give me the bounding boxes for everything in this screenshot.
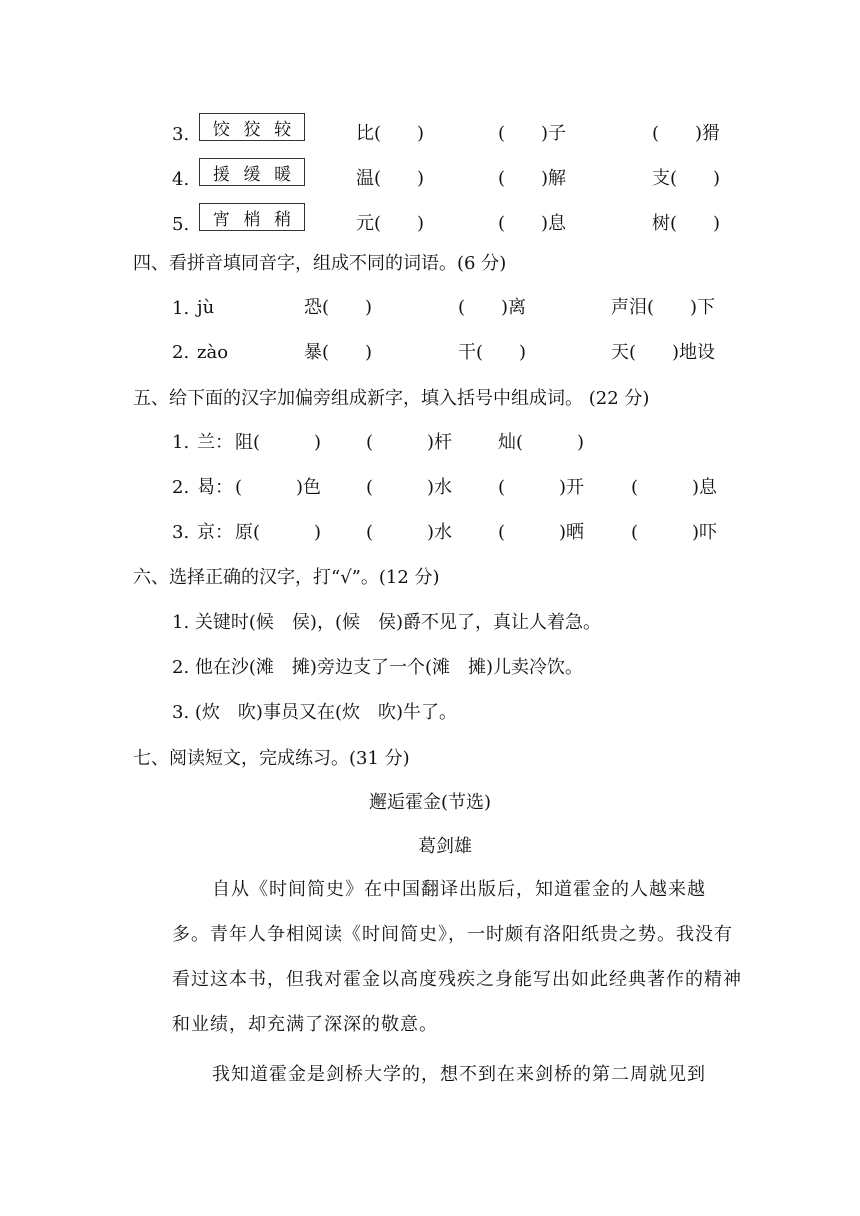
box-char: 缓 [243, 164, 261, 185]
section-heading: 五、给下面的汉字加偏旁组成新字，填入括号中组成词。 (22 分) [133, 388, 650, 409]
box-char: 宵 [212, 209, 230, 230]
box-char: 梢 [243, 209, 261, 230]
choice-item[interactable]: 2. 他在沙(滩 摊)旁边支了一个(滩 摊)儿卖冷饮。 [172, 657, 583, 678]
passage-title: 邂逅霍金(节选) [368, 792, 492, 813]
item-number: 5. [172, 214, 190, 235]
box-char: 援 [212, 164, 230, 185]
fill-blank[interactable]: 树( ) [652, 213, 721, 234]
radical-label: 曷： [197, 477, 233, 498]
char-box [199, 113, 305, 141]
pinyin: zào [197, 342, 229, 363]
section-heading: 六、选择正确的汉字，打“√”。(12 分) [133, 567, 440, 588]
radical-label: 京： [197, 522, 233, 543]
box-char: 暖 [274, 164, 292, 185]
box-char: 稍 [274, 209, 292, 230]
fill-blank[interactable]: ( )解 [498, 168, 567, 189]
section-heading: 七、阅读短文，完成练习。(31 分) [133, 748, 410, 769]
fill-blank[interactable]: 声泪( )下 [611, 297, 716, 318]
fill-blank[interactable]: ( )晒 [498, 522, 585, 543]
item-number: 2. [172, 477, 190, 498]
item-number: 4. [172, 169, 190, 190]
section-heading: 四、看拼音填同音字，组成不同的词语。(6 分) [133, 253, 507, 274]
fill-blank[interactable]: ( )息 [631, 477, 718, 498]
pinyin: jù [197, 297, 215, 318]
item-number: 3. [172, 124, 190, 145]
box-char: 饺 [212, 119, 230, 140]
item-number: 1. [172, 432, 190, 453]
choice-item[interactable]: 1. 关键时(候 侯)，(候 侯)爵不见了，真让人着急。 [172, 612, 601, 633]
fill-blank[interactable]: 暴( ) [304, 342, 373, 363]
fill-blank[interactable]: 元( ) [356, 213, 425, 234]
fill-blank[interactable]: 支( ) [652, 168, 721, 189]
fill-blank[interactable]: ( )吓 [631, 522, 718, 543]
fill-blank[interactable]: 天( )地设 [611, 342, 716, 363]
fill-blank[interactable]: ( )子 [498, 123, 567, 144]
choice-item[interactable]: 3. (炊 吹)事员又在(炊 吹)牛了。 [172, 702, 457, 723]
item-number: 1. [172, 298, 190, 319]
passage-paragraph: 自从《时间简史》在中国翻译出版后，知道霍金的人越来越多。青年人争相阅读《时间简史》，一时颇有洛阳纸贵之势。我没有看过这本书，但我对霍金以高度残疾之身能写出如此经典著作的精神和业绩，却充满了深深的敬意。 [172, 879, 742, 1035]
fill-blank[interactable]: 干( ) [458, 342, 527, 363]
item-number: 2. [172, 342, 190, 363]
fill-blank[interactable]: ( )色 [235, 477, 322, 498]
fill-blank[interactable]: ( )水 [366, 477, 453, 498]
fill-blank[interactable]: ( )猾 [652, 123, 721, 144]
fill-blank[interactable]: 原( ) [235, 522, 322, 543]
char-box [199, 203, 305, 231]
fill-blank[interactable]: 阻( ) [235, 432, 322, 453]
char-box [199, 158, 305, 186]
fill-blank[interactable]: ( )离 [458, 297, 527, 318]
fill-blank[interactable]: 灿( ) [498, 432, 585, 453]
passage-author: 葛剑雄 [418, 836, 472, 857]
fill-blank[interactable]: ( )息 [498, 213, 567, 234]
fill-blank[interactable]: 比( ) [356, 123, 425, 144]
passage-paragraph: 我知道霍金是剑桥大学的，想不到在来剑桥的第二周就见到 [212, 1064, 706, 1085]
fill-blank[interactable]: 恐( ) [304, 297, 373, 318]
fill-blank[interactable]: 温( ) [356, 168, 425, 189]
fill-blank[interactable]: ( )开 [498, 477, 585, 498]
fill-blank[interactable]: ( )杆 [366, 432, 453, 453]
box-char: 较 [274, 119, 292, 140]
item-number: 3. [172, 522, 190, 543]
radical-label: 兰： [197, 432, 233, 453]
box-char: 狡 [243, 119, 261, 140]
fill-blank[interactable]: ( )水 [366, 522, 453, 543]
